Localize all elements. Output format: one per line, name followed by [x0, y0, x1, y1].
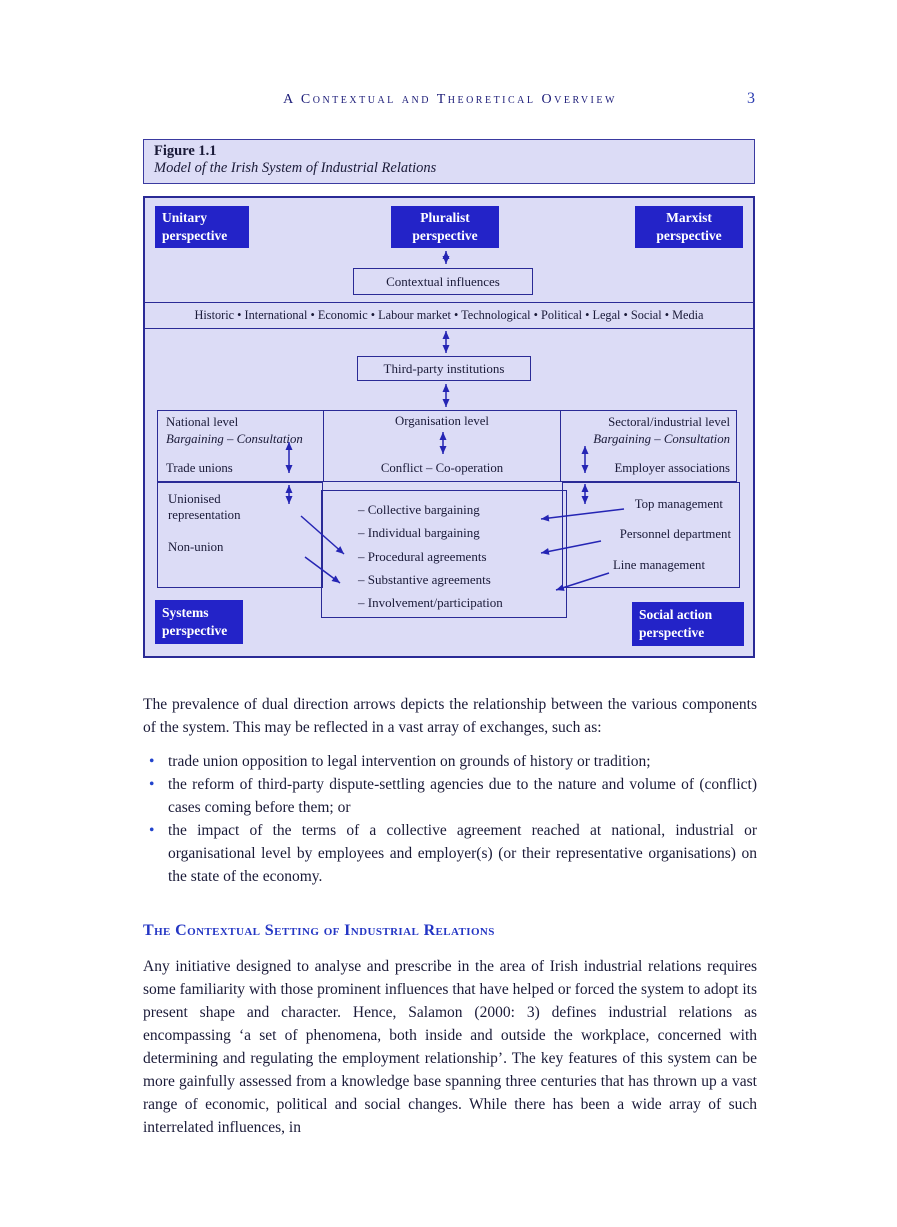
- unitary-perspective-box: Unitary perspective: [155, 206, 249, 248]
- figure-label: Figure 1.1: [154, 143, 217, 159]
- line-management-label: Line management: [612, 558, 705, 573]
- process-item: – Substantive agreements: [358, 571, 491, 587]
- national-level-column: [158, 411, 323, 481]
- marxist-perspective-box: Marxist perspective: [635, 206, 743, 248]
- page-number: 3: [747, 90, 755, 107]
- organisation-level-column: [323, 411, 561, 481]
- bullet-item: • the impact of the terms of a collective agreement reached at national, industrial or organisational level by employees and employer(s) (or their representative organisations) on the state of the economy.: [143, 819, 757, 888]
- process-item: – Collective bargaining: [358, 502, 480, 517]
- processes-box: [321, 490, 567, 618]
- figure-diagram: [143, 196, 755, 658]
- social-action-perspective-box: Social action perspective: [632, 602, 744, 646]
- running-head: [143, 92, 757, 108]
- influences-band: Historic • International • Economic • Labour market • Technological • Political • Legal • Social • Media: [145, 302, 753, 329]
- process-item: – Involvement/participation: [358, 595, 503, 611]
- pluralist-perspective-box: Pluralist perspective: [391, 206, 499, 248]
- employer-associations-label: Employer associations: [614, 461, 730, 475]
- process-item: – Procedural agreements: [358, 548, 487, 564]
- unionised-representation-label: Unionised representation: [168, 492, 241, 522]
- process-item: – Individual bargaining: [358, 525, 480, 541]
- body-text: [143, 693, 757, 1139]
- national-level-title: National level: [166, 415, 239, 429]
- top-management-label: Top management: [634, 496, 723, 511]
- union-representation-box: [157, 482, 323, 588]
- bullet-item: • trade union opposition to legal intervention on grounds of history or tradition;: [143, 750, 757, 773]
- section-heading: The Contextual Setting of Industrial Relations: [143, 922, 495, 939]
- sectoral-level-title: Sectoral/industrial level: [608, 415, 730, 429]
- conflict-cooperation-label: Conflict – Co-operation: [380, 461, 504, 475]
- contextual-influences-box: Contextual influences: [353, 268, 533, 295]
- sectoral-level-subtitle: Bargaining – Consultation: [593, 431, 730, 446]
- bullet-item: • the reform of third-party dispute-settling agencies due to the nature and volume of (conflict) cases coming before them; or: [143, 773, 757, 819]
- organisation-level-title: Organisation level: [395, 414, 489, 428]
- running-head-title: A Contextual and Theoretical Overview: [283, 92, 617, 107]
- levels-row: [157, 410, 737, 482]
- intro-paragraph: The prevalence of dual direction arrows depicts the relationship between the various components of the system. This may be reflected in a vast array of exchanges, such as:: [143, 696, 757, 736]
- trade-unions-label: Trade unions: [166, 461, 233, 475]
- figure-title: Model of the Irish System of Industrial Relations: [154, 160, 437, 176]
- systems-perspective-box: Systems perspective: [155, 600, 243, 644]
- figure-caption-box: [143, 139, 755, 184]
- management-box: [562, 482, 740, 588]
- non-union-label: Non-union: [168, 539, 224, 554]
- bullet-list: [143, 750, 757, 888]
- section-paragraph: Any initiative designed to analyse and prescribe in the area of Irish industrial relations requires some familiarity with those prominent influences that have helped or forced the system to adopt its present shape and character. Hence, Salamon (2000: 3) defines industrial relations as encompassing ‘a set of phenomena, both inside and outside the workplace, concerned with determining and regulating the employment relationship’. The key features of this system can be more gainfully assessed from a knowledge base spanning three centuries that has thrown up a vast range of economic, political and social changes. While there has been a wide array of such interrelated influences, in: [143, 958, 757, 1136]
- personnel-department-label: Personnel department: [619, 527, 731, 542]
- sectoral-level-column: [561, 411, 738, 481]
- national-level-subtitle: Bargaining – Consultation: [166, 431, 303, 446]
- third-party-institutions-box: Third-party institutions: [357, 356, 531, 381]
